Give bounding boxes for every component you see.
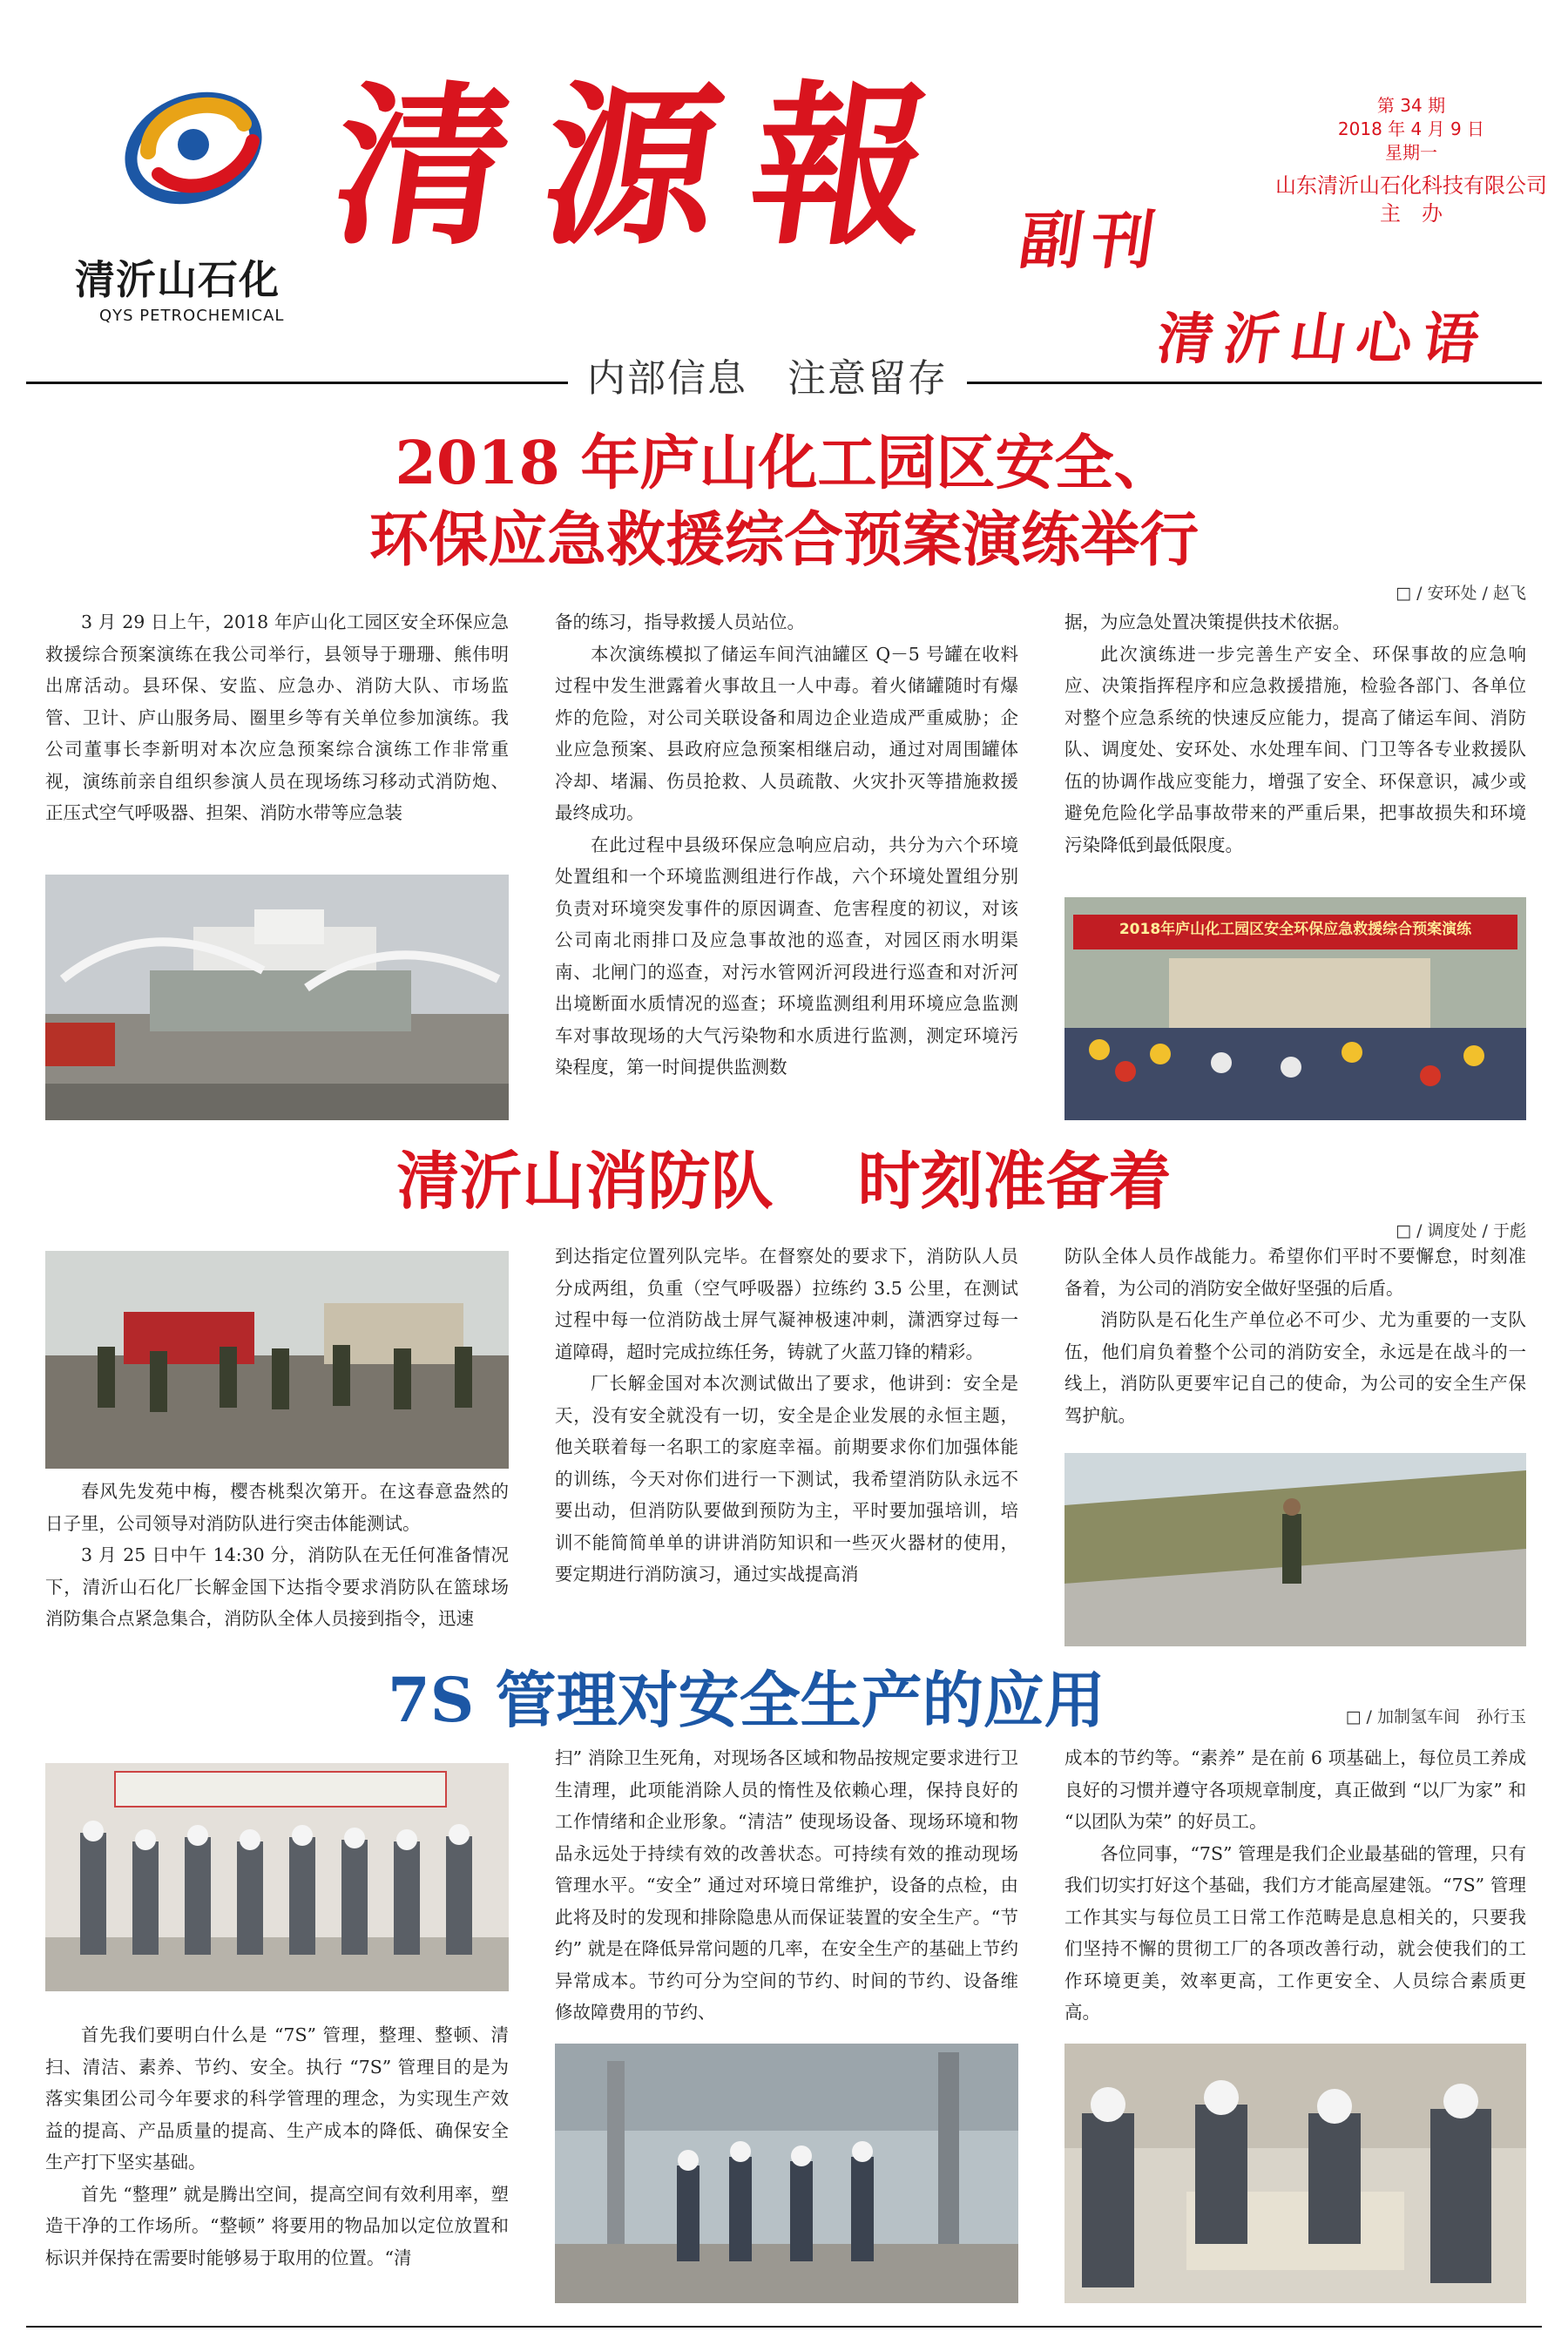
image-7s-inspection — [555, 2044, 1018, 2303]
image-7s-meeting — [45, 1763, 509, 1991]
paragraph: 厂长解金国对本次测试做出了要求，他讲到：安全是天，没有安全就没有一切，安全是企业发展的永恒主题，他关联着每一名职工的家庭幸福。前期要求你们加强体能的训练，今天对你们进行一下测试，我希望消防队永远不要出动，但消防队要做到预防为主，平时要加强培训，培训不能简简单单的讲讲消防知识和一些灭火器材的使用，要定期进行消防演习，通过实战提高消 — [555, 1373, 1018, 1585]
paragraph: 据，为应急处置决策提供技术依据。 — [1064, 612, 1350, 632]
paragraph: 防队全体人员作战能力。希望你们平时不要懈怠，时刻准备着，为公司的消防安全做好坚强的后盾。 — [1064, 1246, 1526, 1299]
article3-column-3 — [1064, 1742, 1526, 2029]
publisher-role: 主 办 — [1380, 201, 1443, 226]
article1-column-1 — [45, 606, 509, 829]
article1-column-3 — [1064, 606, 1526, 861]
company-logo — [113, 71, 270, 211]
article2-column-1 — [45, 1476, 509, 1635]
article1-headline-line2: 环保应急救援综合预案演练举行 — [368, 505, 1199, 575]
internal-notice-tagline: 内部信息 注意留存 — [568, 347, 967, 402]
logo-english-name: QYS PETROCHEMICAL — [99, 307, 285, 325]
issue-weekday: 星期一 — [1385, 142, 1437, 163]
article2-byline: □ / 调度处 / 于彪 — [1396, 1221, 1526, 1240]
paragraph: 3 月 29 日上午，2018 年庐山化工园区安全环保应急救援综合预案演练在我公司举行，县领导于珊珊、熊伟明出席活动。县环保、安监、应急办、消防大队、市场监管、卫计、庐山服务局、圈里乡等有关单位参加演练。我公司董事长李新明对本次应急预案综合演练工作非常重视，演练前亲自组织参演人员在现场练习移动式消防炮、正压式空气呼吸器、担架、消防水带等应急装 — [45, 612, 509, 823]
photo-firefighter-lineup — [45, 1251, 509, 1469]
photo-7s-meeting — [45, 1763, 509, 1991]
logo-swirl-icon — [113, 71, 270, 211]
photo-drill-ceremony — [1064, 897, 1526, 1120]
article1-headline-line1: 2018 年庐山化工园区安全、 — [395, 429, 1173, 498]
masthead-supplement-label: 副刊 — [1015, 203, 1169, 277]
article3-column-2 — [555, 1742, 1018, 2029]
paragraph: 首先 “整理” 就是腾出空间，提高空间有效利用率，塑造干净的工作场所。“整顿” 将要用的物品加以定位放置和标识并保持在需要时能够易于取用的位置。“清 — [45, 2183, 509, 2268]
paragraph: 到达指定位置列队完毕。在督察处的要求下，消防队人员分成两组，负重（空气呼吸器）拉练约 3.5 公里，在测试过程中每一位消防战士屏气凝神极速冲刺，潇洒穿过每一道障碍，超时完成拉练任务，铸就了火蓝刀锋的精彩。 — [555, 1246, 1018, 1362]
paragraph: 首先我们要明白什么是 “7S” 管理，整理、整顿、清扫、清洁、素养、节约、安全。执行 “7S” 管理目的是为落实集团公司今年要求的科学管理的理念，为实现生产效益的提高、产品质量的提高、生产成本的降低、确保安全生产打下坚实基础。 — [45, 2024, 509, 2172]
article2-headline: 清沂山消防队 时刻准备着 — [396, 1144, 1172, 1218]
paragraph: 扫” 消除卫生死角，对现场各区域和物品按规定要求进行卫生清理，此项能消除人员的惰性及依赖心理，保持良好的工作情绪和企业形象。“清洁” 使现场设备、现场环境和物品永远处于持续有效的改善状态。可持续有效的推动现场管理水平。“安全” 通过对环境日常维护，设备的点检，由此将及时的发现和排除隐患从而保证装置的安全生产。“节约” 就是在降低异常问题的几率，在安全生产的基础上节约异常成本。节约可分为空间的节约、时间的节约、设备维修故障费用的节约、 — [555, 1747, 1018, 2023]
drill-banner-text: 2018年庐山化工园区安全环保应急救援综合预案演练 — [1119, 921, 1472, 938]
issue-number: 第 34 期 — [1376, 95, 1446, 116]
article1-column-2 — [555, 606, 1018, 1084]
paragraph: 备的练习，指导救援人员站位。 — [555, 612, 805, 632]
paragraph: 在此过程中县级环保应急响应启动，共分为六个环境处置组和一个环境监测组进行作战，六个环境处置组分别负责对环境突发事件的原因调查、危害程度的初议，对该公司南北雨排口及应急事故池的巡查，对园区雨水明渠南、北闸门的巡查，对污水管网沂河段进行巡查和对沂河出境断面水质情况的巡查；环境监测组利用环境应急监测车对事故现场的大气污染物和水质进行监测，测定环境污染程度，第一时间提供监测数 — [555, 834, 1018, 1078]
image-firefighter-lineup — [45, 1251, 509, 1469]
image-firefighter-running — [1064, 1453, 1526, 1646]
publisher-name: 山东清沂山石化科技有限公司 — [1275, 173, 1547, 198]
paragraph: 成本的节约等。“素养” 是在前 6 项基础上，每位员工养成良好的习惯并遵守各项规章制度，真正做到 “以厂为家” 和 “以团队为荣” 的好员工。 — [1064, 1747, 1526, 1832]
photo-7s-equipment-check — [1064, 2044, 1526, 2303]
article3-headline: 7S 管理对安全生产的应用 — [388, 1664, 1105, 1736]
article1-headline — [0, 425, 1568, 578]
article3-column-1 — [45, 2019, 509, 2274]
photo-firefighter-running — [1064, 1453, 1526, 1646]
column-slogan: 清沂山心语 — [1152, 307, 1494, 372]
article1-byline: □ / 安环处 / 赵飞 — [1396, 584, 1526, 603]
paragraph: 3 月 25 日中午 14:30 分，消防队在无任何准备情况下，清沂山石化厂长解金国下达指令要求消防队在篮球场消防集合点紧急集合，消防队全体人员接到指令，迅速 — [45, 1544, 509, 1629]
article2-column-3 — [1064, 1240, 1526, 1431]
issue-info — [1220, 94, 1568, 228]
paragraph: 此次演练进一步完善生产安全、环保事故的应急响应、决策指挥程序和应急救援措施，检验各部门、各单位对整个应急系统的快速反应能力，提高了储运车间、消防队、调度处、安环处、水处理车间、门卫等各专业救援队伍的协调作战应变能力，增强了安全、环保意识，减少或避免危险化学品事故带来的严重后果，把事故损失和环境污染降低到最低限度。 — [1064, 643, 1526, 855]
paragraph: 消防队是石化生产单位必不可少、尤为重要的一支队伍，他们肩负着整个公司的消防安全，永远是在战斗的一线上，消防队更要牢记自己的使命，为公司的安全生产保驾护航。 — [1064, 1309, 1526, 1426]
image-7s-equipment-check — [1064, 2044, 1526, 2303]
photo-7s-inspection — [555, 2044, 1018, 2303]
logo-company-name: 清沂山石化 — [75, 256, 280, 303]
paragraph: 春风先发苑中梅，樱杏桃梨次第开。在这春意盎然的日子里，公司领导对消防队进行突击体能测试。 — [45, 1481, 509, 1534]
issue-date: 2018 年 4 月 9 日 — [1337, 118, 1485, 139]
article3-byline: □ / 加制氢车间 孙行玉 — [1345, 1707, 1526, 1726]
image-fire-drill — [45, 875, 509, 1120]
article2-column-2 — [555, 1240, 1018, 1591]
masthead-title: 清源報 — [321, 64, 977, 269]
paragraph: 各位同事，“7S” 管理是我们企业最基础的管理，只有我们切实打好这个基础，我们方才能高屋建瓴。“7S” 管理工作其实与每位员工日常工作范畴是息息相关的，只要我们坚持不懈的贯彻工厂的各项改善行动，就会使我们的工作环境更美，效率更高，工作更安全、人员综合素质更高。 — [1064, 1842, 1526, 2023]
footer-rule — [26, 2326, 1542, 2328]
photo-fire-drill — [45, 875, 509, 1120]
paragraph: 本次演练模拟了储运车间汽油罐区 Q－5 号罐在收料过程中发生泄露着火事故且一人中毒。着火储罐随时有爆炸的危险，对公司关联设备和周边企业造成严重威胁；企业应急预案、县政府应急预案相继启动，通过对周围罐体冷却、堵漏、伤员抢救、人员疏散、火灾扑灭等措施救援最终成功。 — [555, 643, 1018, 823]
